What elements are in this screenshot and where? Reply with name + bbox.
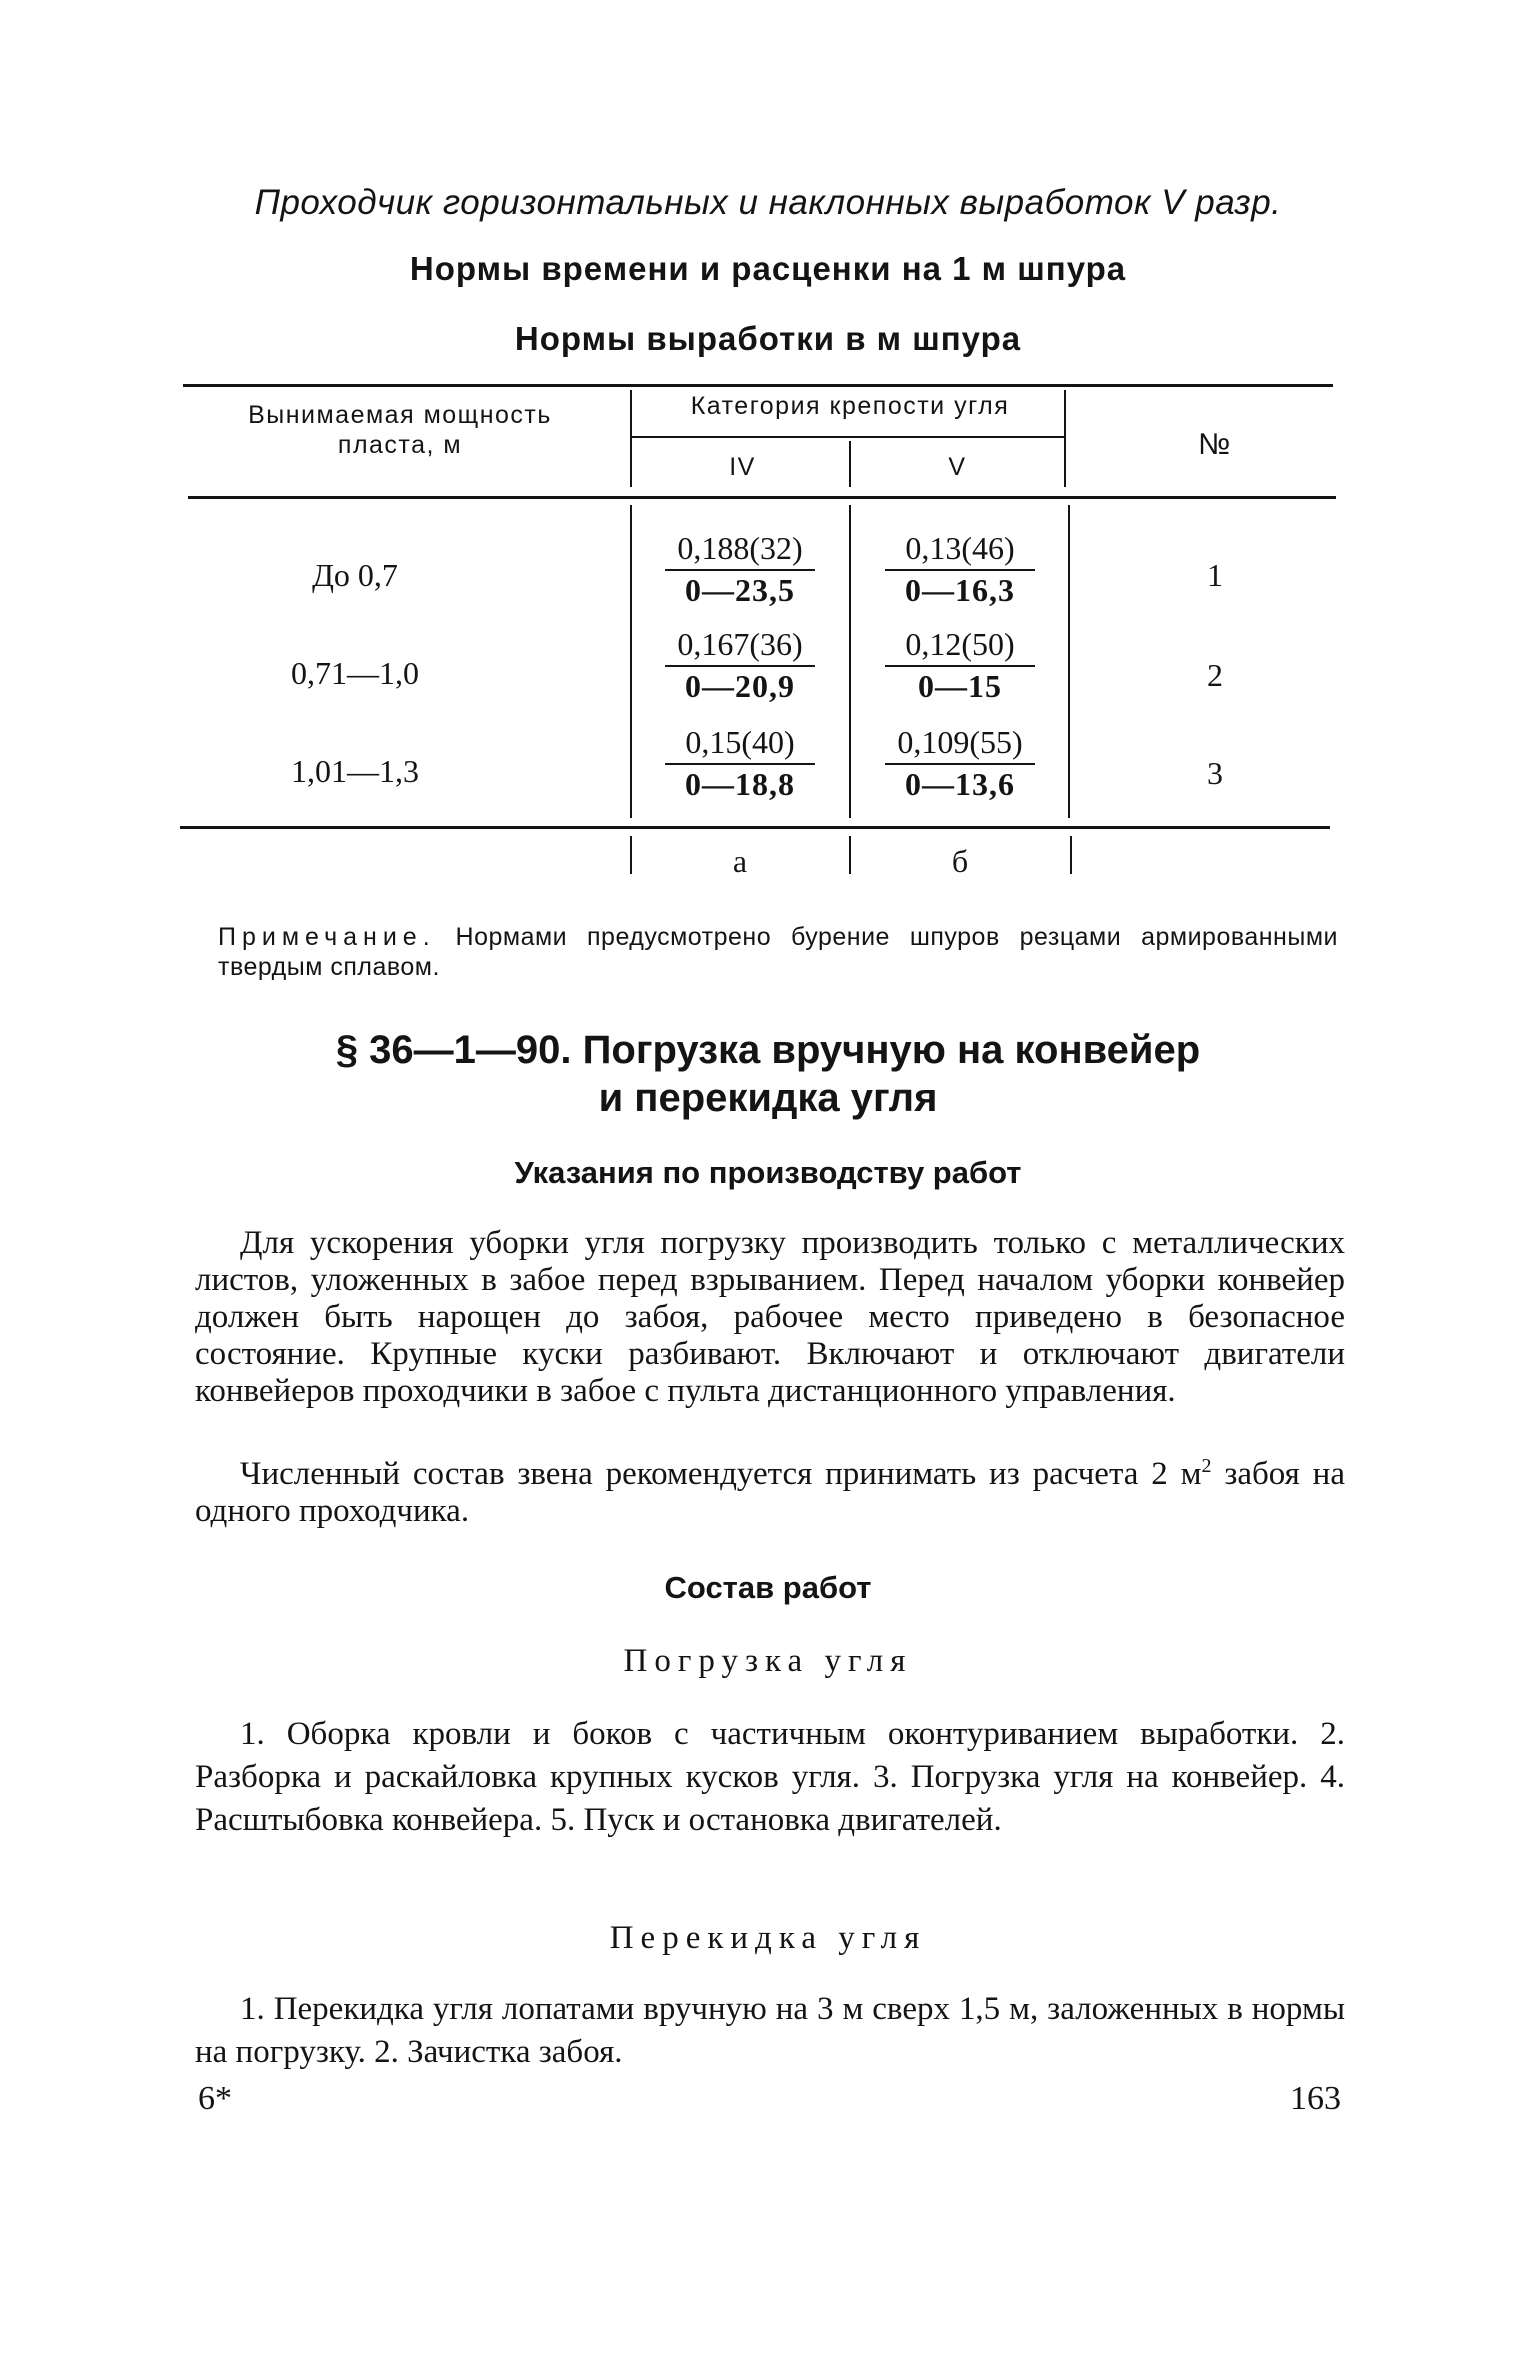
loading-heading: Погрузка угля [623,1643,913,1679]
column-letter-a: а [732,843,748,879]
norm-cell-iv [640,722,840,801]
crew-text-end: забоя на одного проходчика. [195,1456,1345,1529]
col-divider-3 [1064,390,1066,487]
col-divider-2-body [849,505,851,818]
section-title [150,1026,1386,1122]
row-label: 0,71—1,0 [291,655,419,691]
norm-cell-v [860,624,1060,703]
category-underline [632,436,1064,438]
col-divider-2-foot [849,836,851,874]
col-divider-1 [630,390,632,487]
header-bottom-rule [188,496,1336,499]
loading-operations: 1. Оборка кровли и боков с частичным оконтуриванием выработки. 2. Разборка и раскайловка крупных кусков угля. 3. Погрузка угля на конвейер. 4. Расштыбовка конвейера. 5. Пуск и остановка двигателей. [195,1716,1345,1838]
fraction-bar [665,763,815,765]
col-divider-1-body [630,505,632,818]
table-note [218,922,1338,982]
profession-heading: Проходчик горизонтальных и наклонных выработок V разр. [254,183,1282,222]
note-text: Нормами предусмотрено бурение шпуров резцами армированными твердым сплавом. [218,923,1338,981]
rate-value: 0—13,6 [905,766,1015,802]
row-label: До 0,7 [312,557,398,593]
fraction-bar [885,569,1035,571]
subheader-v: V [948,453,967,481]
crew-text-start: Численный состав звена рекомендуется принимать из расчета 2 м [240,1456,1202,1492]
table-bottom-rule [180,826,1330,829]
norm-cell-iv [640,528,840,607]
page-number: 163 [1290,2080,1341,2117]
row-number: 2 [1207,657,1223,693]
col-divider-1-foot [630,836,632,874]
transfer-heading: Перекидка угля [609,1920,927,1956]
fraction-bar [665,569,815,571]
col-divider-2 [849,441,851,487]
instructions-heading: Указания по производству работ [514,1155,1022,1190]
category-header: Категория крепости угля [690,392,1010,420]
row-label: 1,01—1,3 [291,753,419,789]
note-label: Примечание. [218,923,436,951]
thickness-header: Вынимаемая мощность пласта, м [248,401,552,459]
norm-value: 0,188(32) [677,530,803,566]
column-letter-b: б [951,843,969,879]
crew-paragraph [195,1448,1345,1530]
norms-output-heading: Нормы выработки в м шпура [514,320,1022,357]
subheader-iv: IV [729,453,756,481]
rate-value: 0—16,3 [905,572,1015,608]
norm-cell-v [860,722,1060,801]
rate-value: 0—20,9 [685,668,795,704]
row-number: 1 [1207,557,1223,593]
norm-cell-iv [640,624,840,703]
number-header: № [1198,428,1232,461]
section-title-line-2: и перекидка угля [598,1076,938,1120]
col-divider-3-foot [1070,836,1072,874]
norm-value: 0,109(55) [897,724,1023,760]
instructions-paragraph: Для ускорения уборки угля погрузку производить только с металлических листов, уложенных в забое перед взрыванием. Перед началом уборки конвейер должен быть нарощен до забоя, рабочее место приведено в безопасное состояние. Крупные куски разбивают. Включают и отключают двигатели конвейеров проходчики в забое с пульта дистанционного управления. [195,1225,1345,1409]
fraction-bar [885,763,1035,765]
transfer-operations: 1. Перекидка угля лопатами вручную на 3 м сверх 1,5 м, заложенных в нормы на погрузку. 2. Зачистка забоя. [195,1991,1345,2070]
square-superscript: 2 [1201,1455,1212,1477]
norm-value: 0,167(36) [677,626,803,662]
rate-value: 0—18,8 [685,766,795,802]
rate-value: 0—23,5 [685,572,795,608]
norm-cell-v [860,528,1060,607]
rate-value: 0—15 [918,668,1002,704]
signature-mark: 6* [198,2080,232,2117]
section-title-line-1: § 36—1—90. Погрузка вручную на конвейер [335,1028,1201,1072]
row-number: 3 [1207,755,1223,791]
norms-time-heading: Нормы времени и расценки на 1 м шпура [409,250,1127,287]
fraction-bar [885,665,1035,667]
col-divider-3-body [1068,505,1070,818]
fraction-bar [665,665,815,667]
table-top-rule [183,384,1333,387]
norm-value: 0,13(46) [905,530,1015,566]
composition-heading: Состав работ [664,1570,872,1605]
norm-value: 0,15(40) [685,724,795,760]
norm-value: 0,12(50) [905,626,1015,662]
